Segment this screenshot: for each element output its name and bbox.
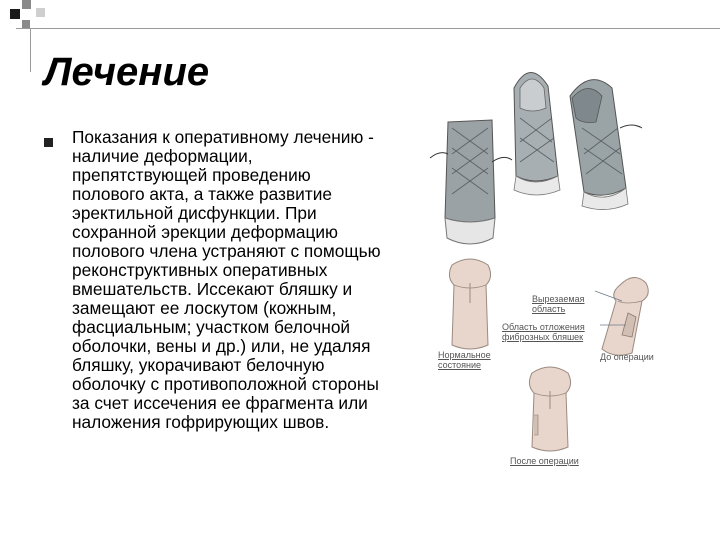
slide-title: Лечение [44,50,210,94]
surgical-technique-illustration [420,58,660,268]
label-excised-area: Вырезаемая область [532,294,585,314]
corner-square-mid-2 [22,20,30,28]
decorative-horizontal-line [16,28,720,29]
shaft-right-drawing [570,80,642,210]
normal-state-drawing [449,259,490,349]
label-fibrous-plaque-area: Область отложения фиброзных бляшек [502,322,585,342]
corner-square-light [36,8,45,17]
label-after-surgery: После операции [510,456,579,466]
label-before-surgery: До операции [600,352,654,362]
bullet-paragraph: Показания к оперативному лечению - наличие деформации, препятствующей проведению полового акта, а также развитие эректильной дисфункции. При сохранной эрекции деформацию полового члена устраняют с помощью реконструктивных оперативных вмешательств. Иссекают бляшку и замещают ее лоскутом (кожным, фасциальным; участком белочной оболочки, вены и др.) или, не удаляя бляшку, укорачивают белочную оболочку с противоположной стороны за счет иссечения ее фрагмента или наложения гофрирующих швов. [72,127,381,432]
after-surgery-drawing [529,367,570,451]
bullet-square-icon [44,138,53,147]
corner-square-dark [10,9,20,19]
label-normal-state: Нормальное состояние [438,350,491,370]
corner-square-mid [22,0,31,9]
before-surgery-drawing [595,277,648,355]
decorative-vertical-line [30,28,31,72]
shaft-middle-drawing [514,72,560,195]
corner-decoration [0,0,70,50]
shaft-left-drawing [430,120,512,244]
